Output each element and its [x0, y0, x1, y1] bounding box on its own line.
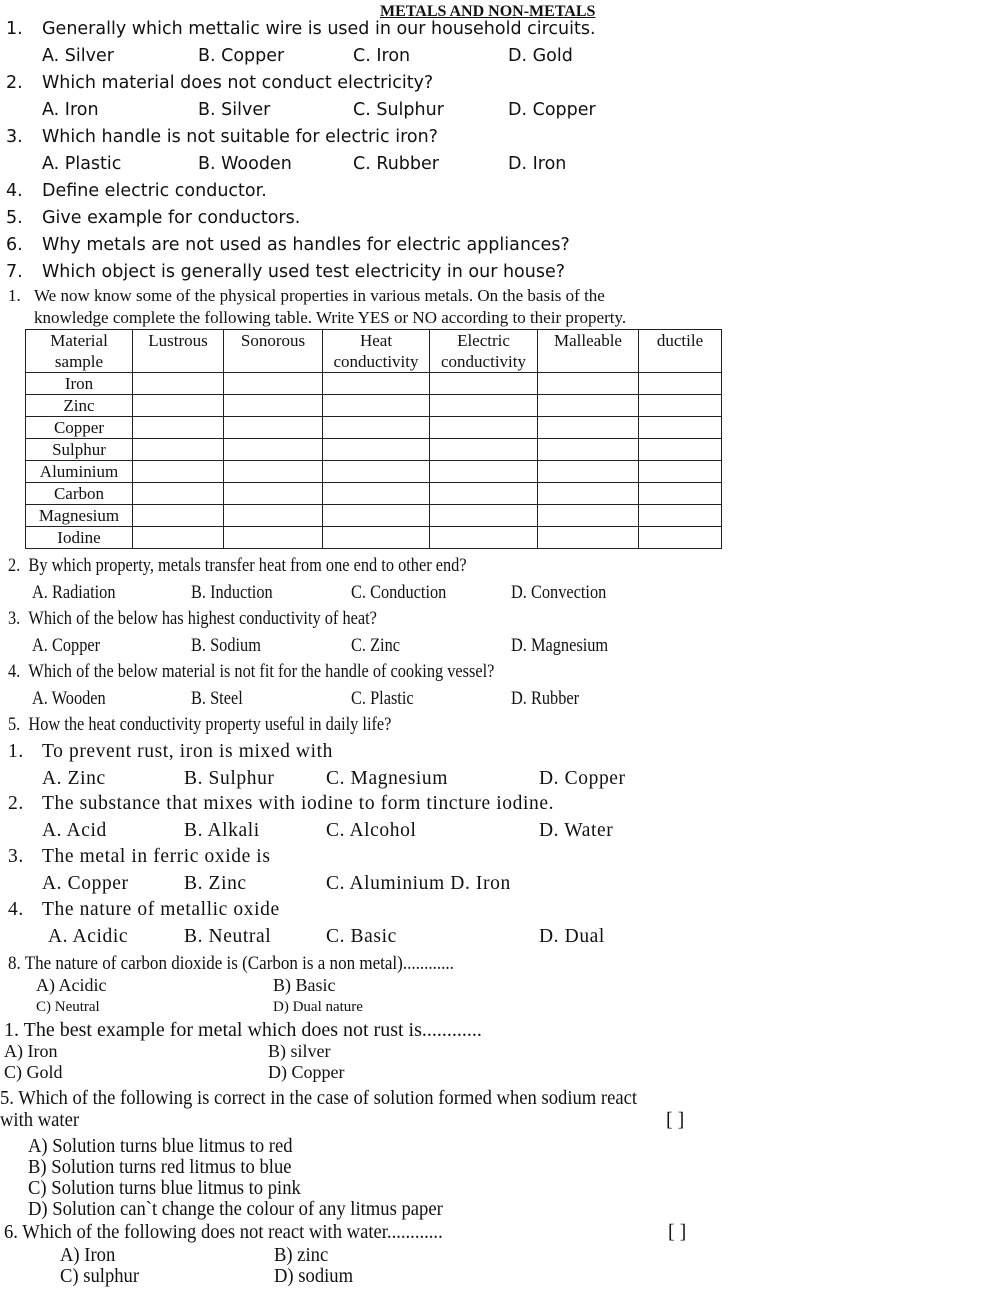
question-number: 4.	[6, 181, 23, 201]
question-text: The nature of metallic oxide	[42, 899, 280, 920]
table-header: Lustrous	[133, 330, 224, 373]
question-line: 1. The best example for metal which does not rust is............	[4, 1019, 482, 1041]
option: B. Sulphur	[184, 768, 275, 789]
table-header: ductile	[639, 330, 722, 373]
material-cell: Sulphur	[26, 439, 133, 461]
question-number: 4.	[8, 899, 24, 920]
option: C. Zinc	[351, 635, 401, 656]
question-text: Give example for conductors.	[42, 208, 301, 228]
option: B) silver	[268, 1041, 331, 1061]
question-text: To prevent rust, iron is mixed with	[42, 741, 333, 762]
option: A. Copper	[32, 635, 101, 656]
page-title: METALS AND NON-METALS	[380, 3, 596, 20]
option: B. Alkali	[184, 820, 260, 841]
option: A. Acid	[42, 820, 107, 841]
option: D. Rubber	[511, 688, 580, 709]
question-text: We now know some of the physical properties in various metals. On the basis of the	[34, 286, 605, 305]
table-row	[26, 395, 722, 417]
option: A. Plastic	[42, 154, 122, 174]
option: D. Magnesium	[511, 635, 609, 656]
table-header: Material sample	[26, 330, 133, 373]
option: D. Convection	[511, 582, 607, 603]
option: D. Gold	[508, 46, 573, 66]
material-cell: Aluminium	[26, 461, 133, 483]
option: A. Radiation	[32, 582, 116, 603]
material-cell: Zinc	[26, 395, 133, 417]
option: B. Wooden	[198, 154, 292, 174]
question-number: 2.	[8, 793, 24, 814]
option: C. Iron	[353, 46, 411, 66]
option: A) Iron	[4, 1041, 58, 1061]
option: D) Dual nature	[273, 999, 363, 1015]
option: B) Basic	[273, 975, 336, 995]
option: C. Conduction	[351, 582, 447, 603]
table-header-row	[26, 330, 722, 373]
table-row	[26, 417, 722, 439]
option: C) Solution turns blue litmus to pink	[28, 1177, 301, 1199]
option: A) Iron	[60, 1244, 116, 1266]
option: C. Aluminium D. Iron	[326, 873, 511, 894]
option: D) Solution can`t change the colour of any litmus paper	[28, 1198, 443, 1220]
option: C. Sulphur	[353, 100, 444, 120]
question-text: Which material does not conduct electricity?	[42, 73, 434, 93]
option: A. Copper	[42, 873, 129, 894]
table-row	[26, 373, 722, 395]
material-cell: Iodine	[26, 527, 133, 549]
question-line: 2. By which property, metals transfer heat from one end to other end?	[8, 555, 467, 576]
table-header: Electric conductivity	[430, 330, 538, 373]
question-number: 1.	[8, 286, 21, 305]
material-cell: Magnesium	[26, 505, 133, 527]
option: C. Basic	[326, 926, 397, 947]
option: B. Zinc	[184, 873, 247, 894]
question-line: 8. The nature of carbon dioxide is (Carbon is a non metal)............	[8, 954, 454, 974]
option: B. Induction	[191, 582, 273, 603]
option: C. Plastic	[351, 688, 414, 709]
question-line: with water	[0, 1109, 80, 1131]
question-line: 5. Which of the following is correct in the case of solution formed when sodium react	[0, 1087, 638, 1109]
question-number: 6.	[6, 235, 23, 255]
question-number: 3.	[8, 846, 24, 867]
option: B. Sodium	[191, 635, 261, 656]
material-cell: Iron	[26, 373, 133, 395]
option: A. Wooden	[32, 688, 106, 709]
option: B. Silver	[198, 100, 271, 120]
question-number: 3.	[6, 127, 23, 147]
question-text: Generally which mettalic wire is used in our household circuits.	[42, 19, 596, 39]
table-header: Sonorous	[224, 330, 323, 373]
option: C) Gold	[4, 1062, 63, 1082]
table-row	[26, 483, 722, 505]
question-line: 3. Which of the below has highest conductivity of heat?	[8, 608, 377, 629]
option: D) Copper	[268, 1062, 345, 1082]
material-cell: Carbon	[26, 483, 133, 505]
option: B. Copper	[198, 46, 285, 66]
option: D. Water	[539, 820, 614, 841]
option: A. Iron	[42, 100, 99, 120]
table-header: Heat conductivity	[323, 330, 430, 373]
option: C) sulphur	[60, 1265, 140, 1287]
question-line: 5. How the heat conductivity property useful in daily life?	[8, 714, 392, 735]
option: D. Copper	[539, 768, 626, 789]
question-line: 6. Which of the following does not react with water............	[4, 1221, 443, 1243]
properties-table	[25, 329, 722, 549]
option: A. Silver	[42, 46, 114, 66]
option: D) sodium	[274, 1265, 354, 1287]
question-text: The metal in ferric oxide is	[42, 846, 271, 867]
table-row	[26, 439, 722, 461]
option: D. Iron	[508, 154, 567, 174]
option: A. Acidic	[48, 926, 129, 947]
question-number: 1.	[6, 19, 23, 39]
answer-bracket: [ ]	[668, 1221, 687, 1243]
question-text: Which object is generally used test electricity in our house?	[42, 262, 566, 282]
option: A) Acidic	[36, 975, 107, 995]
option: C. Rubber	[353, 154, 439, 174]
option: C. Magnesium	[326, 768, 449, 789]
option: A. Zinc	[42, 768, 106, 789]
question-text: Why metals are not used as handles for electric appliances?	[42, 235, 570, 255]
option: B) Solution turns red litmus to blue	[28, 1156, 292, 1178]
question-number: 2.	[6, 73, 23, 93]
material-cell: Copper	[26, 417, 133, 439]
option: B. Neutral	[184, 926, 272, 947]
option: A) Solution turns blue litmus to red	[28, 1135, 293, 1157]
option: B) zinc	[274, 1244, 329, 1266]
table-row	[26, 505, 722, 527]
option: C. Alcohol	[326, 820, 417, 841]
table-row	[26, 461, 722, 483]
question-number: 1.	[8, 741, 24, 762]
option: B. Steel	[191, 688, 243, 709]
answer-bracket: [ ]	[666, 1109, 685, 1131]
option: D. Copper	[508, 100, 596, 120]
option: C) Neutral	[36, 999, 100, 1015]
question-text: Define electric conductor.	[42, 181, 267, 201]
question-number: 7.	[6, 262, 23, 282]
question-number: 5.	[6, 208, 23, 228]
question-text: knowledge complete the following table. Write YES or NO according to their property.	[34, 308, 627, 327]
question-text: The substance that mixes with iodine to form tincture iodine.	[42, 793, 555, 814]
question-line: 4. Which of the below material is not fit for the handle of cooking vessel?	[8, 661, 495, 682]
table-row	[26, 527, 722, 549]
option: D. Dual	[539, 926, 605, 947]
question-text: Which handle is not suitable for electric iron?	[42, 127, 438, 147]
table-header: Malleable	[538, 330, 639, 373]
